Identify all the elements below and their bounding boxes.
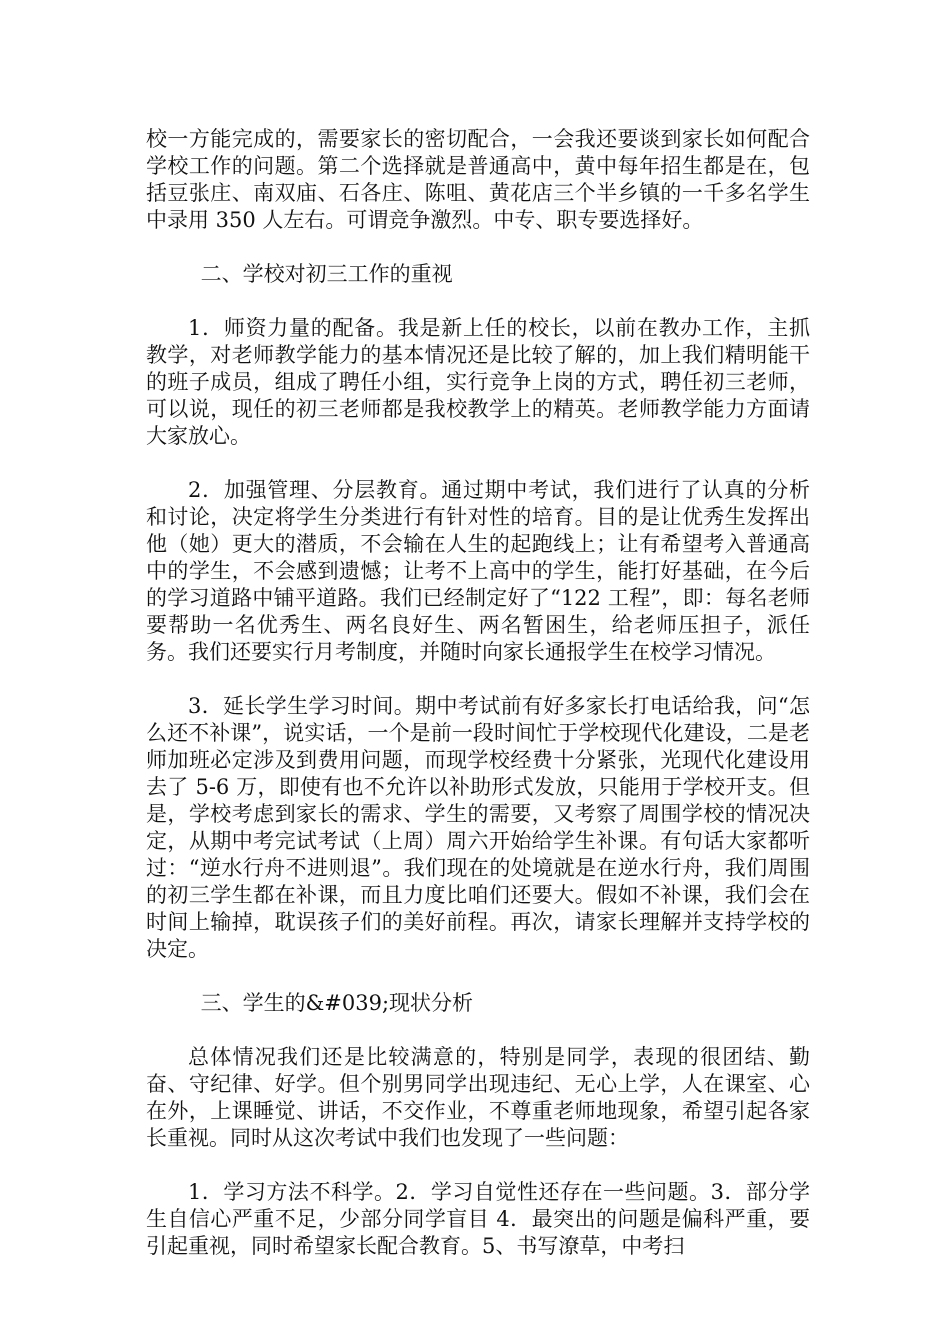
section-heading-3: 三、学生的&#039;现状分析: [200, 991, 474, 1015]
paragraph-problems-list: 1．学习方法不科学。2．学习自觉性还存在一些问题。3．部分学生自信心严重不足，少部分同学盲目 4．最突出的问题是偏科严重，要引起重视，同时希望家长配合教育。5、书写潦草，中考扫: [146, 1180, 810, 1258]
paragraph-study-time: 3．延长学生学习时间。期中考试前有好多家长打电话给我，问“怎么还不补课”，说实话，一个是前一段时间忙于学校现代化建设，二是老师加班必定涉及到费用问题，而现学校经费十分紧张，光现代化建设用去了 5-6 万，即使有也不允许以补助形式发放，只能用于学校开支。但是，学校考虑到家长的需求、学生的需要，又考察了周围学校的情况决定，从期中考完试考试（上周）周六开始给学生补课。有句话大家都听过：“逆水行舟不进则退”。我们现在的处境就是在逆水行舟，我们周围的初三学生都在补课，而且力度比咱们还要大。假如不补课，我们会在时间上输掉，耽误孩子们的美好前程。再次，请家长理解并支持学校的决定。: [146, 694, 810, 961]
paragraph-continuation: 校一方能完成的，需要家长的密切配合，一会我还要谈到家长如何配合学校工作的问题。第二个选择就是普通高中，黄中每年招生都是在，包括豆张庄、南双庙、石各庄、陈咀、黄花店三个半乡镇的一千多名学生中录用 350 人左右。可谓竞争激烈。中专、职专要选择好。: [146, 127, 810, 232]
paragraph-management: 2．加强管理、分层教育。通过期中考试，我们进行了认真的分析和讨论，决定将学生分类进行有针对性的培育。目的是让优秀生发挥出他（她）更大的潜质，不会输在人生的起跑线上；让有希望考入普通高中的学生，不会感到遗憾；让考不上高中的学生，能打好基础，在今后的学习道路中铺平道路。我们已经制定好了“122 工程”，即：每名老师要帮助一名优秀生、两名良好生、两名暂困生，给老师压担子，派任务。我们还要实行月考制度，并随时向家长通报学生在校学习情况。: [146, 478, 810, 664]
section-heading-2: 二、学校对初三工作的重视: [200, 262, 453, 286]
paragraph-teacher-allocation: 1．师资力量的配备。我是新上任的校长，以前在教办工作，主抓教学，对老师教学能力的基本情况还是比较了解的，加上我们精明能干的班子成员，组成了聘任小组，实行竞争上岗的方式，聘任初三老师，可以说，现任的初三老师都是我校教学上的精英。老师教学能力方面请大家放心。: [146, 316, 810, 448]
document-body: [146, 126, 810, 1287]
paragraph-overall-situation: 总体情况我们还是比较满意的，特别是同学，表现的很团结、勤奋、守纪律、好学。但个别男同学出现违纪、无心上学，人在课室、心在外，上课睡觉、讲话，不交作业，不尊重老师地现象，希望引起各家长重视。同时从这次考试中我们也发现了一些问题：: [146, 1045, 810, 1150]
